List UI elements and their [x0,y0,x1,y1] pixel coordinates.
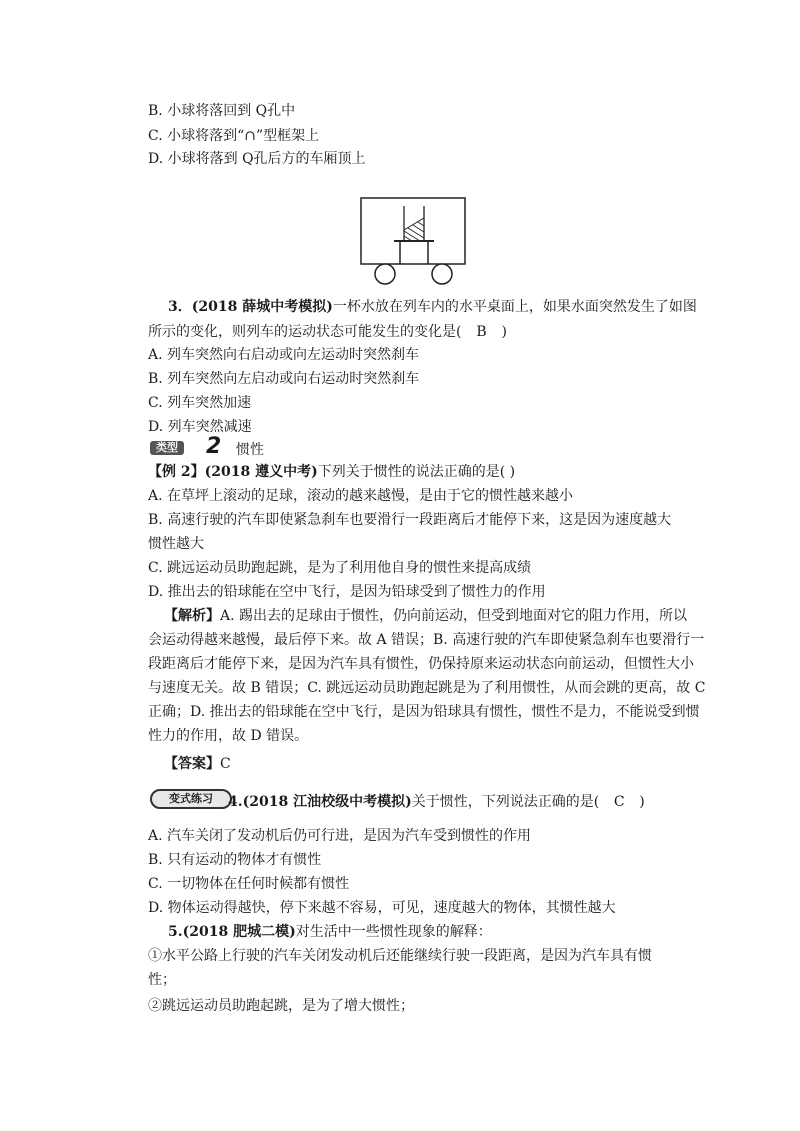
type-number: 2 [206,434,222,459]
example2-source: (2018 遵义中考) [204,464,318,480]
analysis-line5: 正确；D. 推出去的铅球能在空中飞行，是因为铅球具有惯性，惯性不是力，不能说受到惯 [148,704,700,720]
analysis-text1: A. 踢出去的足球由于惯性，仍向前运动，但受到地面对它的阻力作用，所以 [220,608,688,624]
example2-label: 【例 2】 [148,464,205,480]
q4-source: (2018 江油校级中考模拟) [242,794,412,810]
q2-option-b: B. 小球将落回到 Q孔中 [148,103,296,119]
q3-stem-line2 [148,322,507,342]
q5-item1-cont: 性； [148,972,176,988]
q4-option-b: B. 只有运动的物体才有惯性 [148,852,322,868]
q2-option-c: C. 小球将落到“∩”型框架上 [148,128,320,144]
example2-option-a: A. 在草坪上滚动的足球，滚动的越来越慢，是由于它的惯性越来越小 [148,488,574,504]
q4-answer: C [613,794,625,810]
q5-stem [168,922,492,942]
example2-option-b: B. 高速行驶的汽车即使紧急刹车也要滑行一段距离后才能停下来，这是因为速度越大 [148,512,672,528]
q5-item1: ①水平公路上行驶的汽车关闭发动机后还能继续行驶一段距离，是因为汽车具有惯 [148,948,652,964]
example2-stem [148,462,515,482]
q3-stem-cont: 所示的变化，则列车的运动状态可能发生的变化是( [148,324,462,340]
water-glass [404,206,424,241]
analysis-line3: 段距离后才能停下来，是因为汽车具有惯性，仍保持原来运动状态向前运动，但惯性大小 [148,656,694,672]
q3-source: (2018 薛城中考模拟) [191,299,333,315]
q5-number: 5. [168,924,183,940]
q4-number: 4. [228,794,243,810]
example2-option-d: D. 推出去的铅球能在空中飞行，是因为铅球受到了惯性力的作用 [148,584,546,600]
answer-line [164,754,231,774]
train-cup-figure [360,196,468,288]
q3-option-d: D. 列车突然减速 [148,419,252,435]
answer-value: C [220,756,231,772]
q4-option-d: D. 物体运动得越快，停下来越不容易，可见，速度越大的物体，其惯性越大 [148,900,616,916]
q3-stem: 一杯水放在列车内的水平桌面上，如果水面突然发生了如图 [332,299,697,315]
answer-label: 【答案】 [164,756,220,772]
q3-stem-close: ) [501,324,507,340]
analysis-line1 [164,606,687,626]
example2-option-b-cont: 惯性越大 [148,536,204,552]
example2-question: 下列关于惯性的说法正确的是( ) [317,464,516,480]
type-title: 惯性 [236,442,264,458]
q5-source: (2018 肥城二模) [182,924,296,940]
q2-option-d: D. 小球将落到 Q孔后方的车厢顶上 [148,151,366,167]
analysis-line6: 性力的作用，故 D 错误。 [148,728,309,744]
q4-stem [228,792,645,812]
q3-stem-line1: 3．(2018 薛城中考模拟)一杯水放在列车内的水平桌面上，如果水面突然发生了如图 [168,299,697,315]
analysis-line2: 会运动得越来越慢，最后停下来。故 A 错误；B. 高速行驶的汽车即使紧急刹车也要滑行一 [148,632,705,648]
train-wheel-left [375,264,395,284]
type-badge: 类型 [150,441,184,455]
q3-answer: B [476,324,487,340]
train-wheel-right [432,264,452,284]
example2-option-c: C. 跳远运动员助跑起跳，是为了利用他自身的惯性来提高成绩 [148,560,532,576]
q4-option-a: A. 汽车关闭了发动机后仍可行进，是因为汽车受到惯性的作用 [148,828,532,844]
q4-close: ) [639,794,645,810]
variant-practice-badge: 变式练习 [150,789,232,809]
analysis-label: 【解析】 [164,608,220,624]
q3-option-a: A. 列车突然向右启动或向左运动时突然刹车 [148,347,420,363]
q5-item2: ②跳远运动员助跑起跳，是为了增大惯性； [148,998,414,1014]
q5-question: 对生活中一些惯性现象的解释： [295,924,492,940]
table-legs [394,241,434,264]
q3-option-b: B. 列车突然向左启动或向右运动时突然刹车 [148,371,420,387]
q3-number: 3 [168,299,178,315]
q4-option-c: C. 一切物体在任何时候都有惯性 [148,876,350,892]
q4-question: 关于惯性，下列说法正确的是( [411,794,600,810]
analysis-line4: 与速度无关。故 B 错误；C. 跳远运动员助跑起跳是为了利用惯性，从而会跳的更高，故 C [148,680,706,696]
q3-option-c: C. 列车突然加速 [148,395,252,411]
